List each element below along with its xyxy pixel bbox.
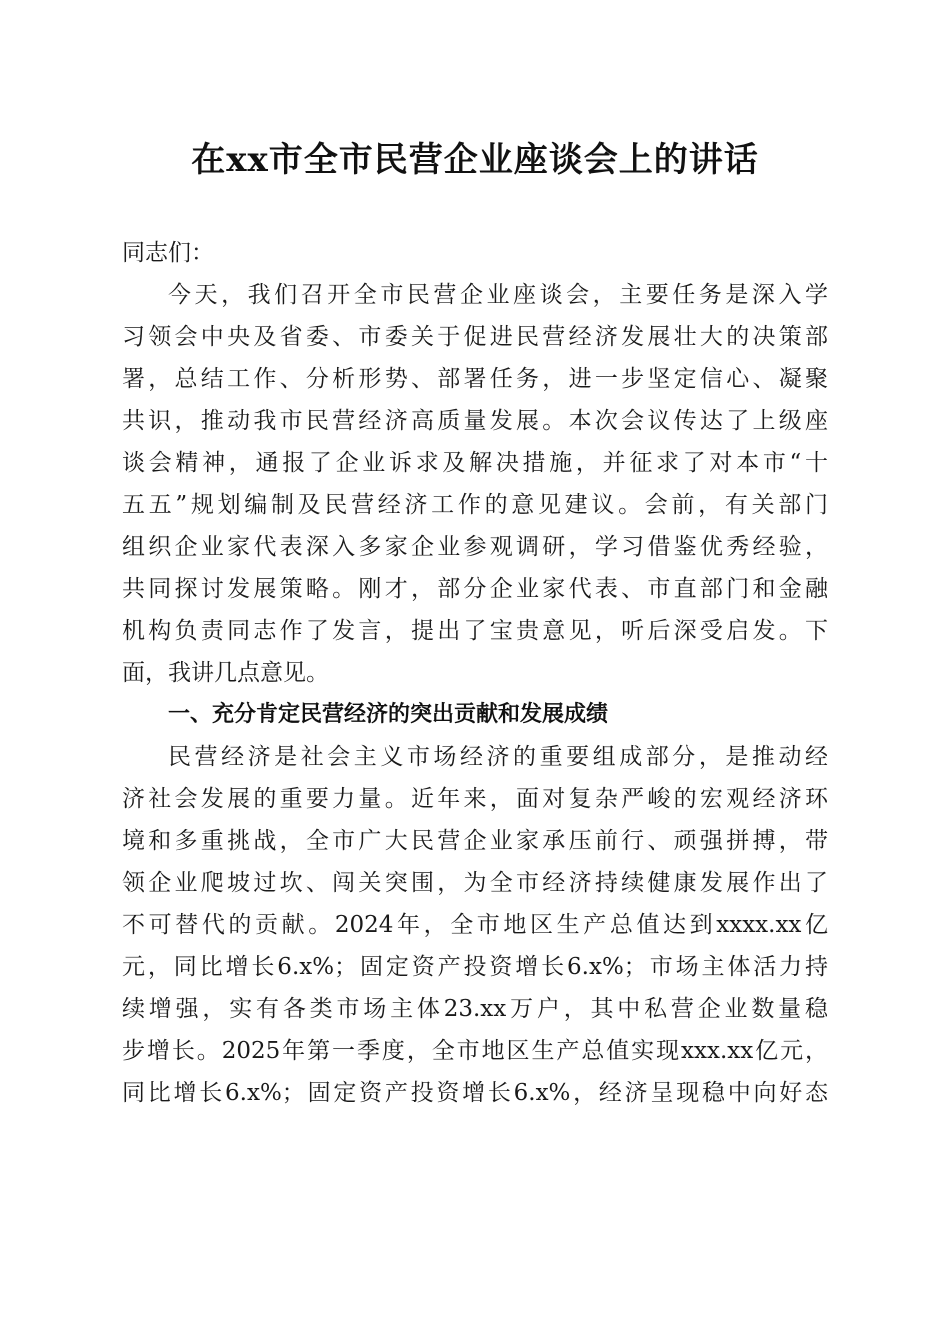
paragraph-line: 不可替代的贡献。2024年，全市地区生产总值达到xxxx.xx亿 [122, 912, 828, 938]
paragraph-line: 谈会精神，通报了企业诉求及解决措施，并征求了对本市“十 [122, 450, 828, 476]
paragraph-line: 民营经济是社会主义市场经济的重要组成部分，是推动经 [168, 744, 828, 770]
paragraph-line: 五五”规划编制及民营经济工作的意见建议。会前，有关部门 [122, 492, 828, 518]
salutation: 同志们： [122, 240, 214, 266]
paragraph-line: 境和多重挑战，全市广大民营企业家承压前行、顽强拼搏，带 [122, 828, 828, 854]
paragraph-line: 共识，推动我市民营经济高质量发展。本次会议传达了上级座 [122, 408, 828, 434]
paragraph-line: 元，同比增长6.x%；固定资产投资增长6.x%；市场主体活力持 [122, 954, 828, 980]
document-body [122, 232, 828, 1114]
paragraph-line: 今天，我们召开全市民营企业座谈会，主要任务是深入学 [168, 282, 828, 308]
paragraph-line: 同比增长6.x%；固定资产投资增长6.x%，经济呈现稳中向好态 [122, 1080, 828, 1106]
paragraph-line: 济社会发展的重要力量。近年来，面对复杂严峻的宏观经济环 [122, 786, 828, 812]
paragraph-section-one [122, 736, 828, 1114]
document-title: 在xx市全市民营企业座谈会上的讲话 [191, 140, 759, 180]
paragraph-line: 署，总结工作、分析形势、部署任务，进一步坚定信心、凝聚 [122, 366, 828, 392]
paragraph-line: 续增强，实有各类市场主体23.xx万户，其中私营企业数量稳 [122, 996, 828, 1022]
paragraph-line: 领企业爬坡过坎、闯关突围，为全市经济持续健康发展作出了 [122, 870, 828, 896]
paragraph-line: 组织企业家代表深入多家企业参观调研，学习借鉴优秀经验， [122, 534, 828, 560]
paragraph-opening [122, 274, 828, 694]
paragraph-line: 机构负责同志作了发言，提出了宝贵意见，听后深受启发。下 [122, 618, 828, 644]
paragraph-line: 共同探讨发展策略。刚才，部分企业家代表、市直部门和金融 [122, 576, 828, 602]
paragraph-line: 习领会中央及省委、市委关于促进民营经济发展壮大的决策部 [122, 324, 828, 350]
paragraph-line: 面，我讲几点意见。 [122, 660, 329, 686]
paragraph-line: 步增长。2025年第一季度，全市地区生产总值实现xxx.xx亿元， [122, 1038, 828, 1064]
section-heading: 一、充分肯定民营经济的突出贡献和发展成绩 [168, 702, 609, 727]
